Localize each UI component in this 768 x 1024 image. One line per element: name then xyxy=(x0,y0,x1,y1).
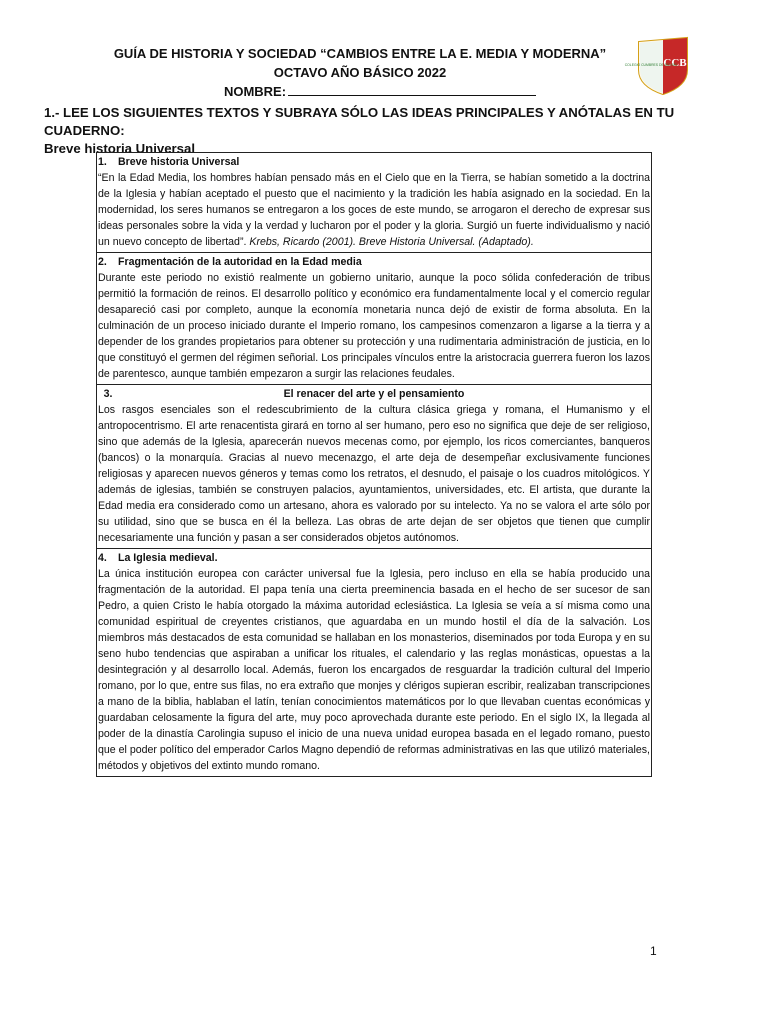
name-label: NOMBRE: xyxy=(223,84,287,99)
logo-initials: CCB xyxy=(663,57,687,69)
instruction-text: 1.- LEE LOS SIGUIENTES TEXTOS Y SUBRAYA SÓLO LAS IDEAS PRINCIPALES Y ANÓTALAS EN TU CUADERNO: xyxy=(44,105,675,138)
section-citation: Krebs, Ricardo (2001). Breve Historia Universal. (Adaptado). xyxy=(249,236,534,248)
header-title: GUÍA DE HISTORIA Y SOCIEDAD “CAMBIOS ENTRE LA E. MEDIA Y MODERNA” xyxy=(113,46,607,61)
name-line xyxy=(40,82,680,101)
logo-text: COLEGIO CUMBRES DE BÍO BÍO xyxy=(624,63,678,67)
school-logo xyxy=(624,36,691,96)
table-row xyxy=(97,153,652,253)
section-3 xyxy=(97,385,652,549)
section-title: 3. El renacer del arte y el pensamiento xyxy=(103,388,465,400)
section-title: 2. Fragmentación de la autoridad en la Edad media xyxy=(98,256,362,268)
instruction xyxy=(44,104,744,158)
page-number: 1 xyxy=(650,944,657,958)
section-title: 4. La Iglesia medieval. xyxy=(98,552,218,564)
instruction-subtitle: Breve historia Universal xyxy=(44,141,195,156)
document-header xyxy=(40,44,680,101)
section-body: “En la Edad Media, los hombres habían pensado más en el Cielo que en la Tierra, se habían sometido a la doctrina de la Iglesia y habían aceptado el puesto que el nacimiento y la tradición les había asignado en la sociedad. En la modernidad, los seres humanos se entregaron a los goces de este mundo, se arrogaron el derecho de expresar sus ideas personales sobre la vida y la verdad y lucharon por el poder y la gloria. Surgió un fuerte individualismo y nació un nuevo concepto de libertad”. xyxy=(98,172,650,248)
section-1 xyxy=(97,153,652,253)
section-4 xyxy=(97,549,652,777)
table-row xyxy=(97,253,652,385)
section-2 xyxy=(97,253,652,385)
section-body: La única institución europea con carácter universal fue la Iglesia, pero incluso en ella se había producido una fragmentación de la autoridad. El papa tenía una cierta preeminencia basada en el hecho de ser sucesor de san Pedro, a quien Cristo le había otorgado la máxima autoridad eclesiástica. La Iglesia se veía a sí misma como una comunidad espiritual de creyentes cristianos, que aguardaba en un mundo hostil el día de la salvación. Los miembros más destacados de esta comunidad se hallaban en los monasterios, diseminados por toda Europa y en su seno hubo tendencias que aspiraban a unificar los rituales, el calendario y las reglas monásticas, opuestas a la desintegración y al desarrollo local. Además, fueron los encargados de resguardar la tradición cultural del Imperio romano, por lo que, entre sus filas, no era extraño que monjes y clérigos supieran escribir, realizaban transcripciones a mano de la biblia, hablaban el latín, tenían conocimientos matemáticos por lo que llevaban cuentas económicas y guardaban celosamente la figura del arte, muy poco aprovechada durante este periodo. En el siglo IX, la llegada al poder de la dinastía Carolingia supuso el inicio de una nueva unidad europea basada en el legado romano, puesto que el poder político del emperador Carlos Magno dependió de reformas administrativas en las que utilizó materiales, métodos y objetivos del extinto mundo romano. xyxy=(98,568,650,772)
reading-table xyxy=(96,152,652,777)
table-row xyxy=(97,549,652,777)
section-body: Los rasgos esenciales son el redescubrimiento de la cultura clásica griega y romana, el Humanismo y el antropocentrismo. El arte renacentista girará en torno al ser humano, pero eso no significa que deje de ser religioso, sino que además de la Iglesia, aparecerán nuevos mecenas como, por ejemplo, los ricos comerciantes, banqueros (bancos) o la monarquía. Gracias al nuevo mecenazgo, el arte deja de desempeñar exclusivamente funciones religiosas y aparecen nuevos géneros y temas como los retratos, el desnudo, el paisaje o los cuadros mitológicos. Y además de iglesias, también se construyen palacios, ayuntamientos, universidades, etc. El artista, que durante la Edad media era considerado como un artesano, ahora es valorado por su intelecto. Ya no se valora el arte sólo por su utilidad, sino que se busca en él la belleza. Las obras de arte dejan de ser objetos que tienen que cumplir necesariamente una función y pasan a ser considerados objetos autónomos. xyxy=(98,404,650,544)
section-body: Durante este periodo no existió realmente un gobierno unitario, aunque la poco sólida confederación de tribus permitió la formación de reinos. El desarrollo político y económico era fundamentalmente local y el comercio regular desapareció casi por completo, aunque la economía monetaria nunca dejó de existir de forma absoluta. En la culminación de un proceso iniciado durante el Imperio romano, los campesinos comenzaron a ligarse a la tierra y a depender de los grandes propietarios para obtener su protección y una rudimentaria administración de justicia, en lo que constituyó el germen del régimen señorial. Los principales vínculos entre la aristocracia guerrera fueron los lazos de parentesco, aunque también empezaron a surgir las relaciones feudales. xyxy=(98,272,650,380)
name-blank xyxy=(288,82,536,96)
section-title: 1. Breve historia Universal xyxy=(98,156,240,168)
table-row xyxy=(97,385,652,549)
header-grade: OCTAVO AÑO BÁSICO 2022 xyxy=(273,65,447,80)
